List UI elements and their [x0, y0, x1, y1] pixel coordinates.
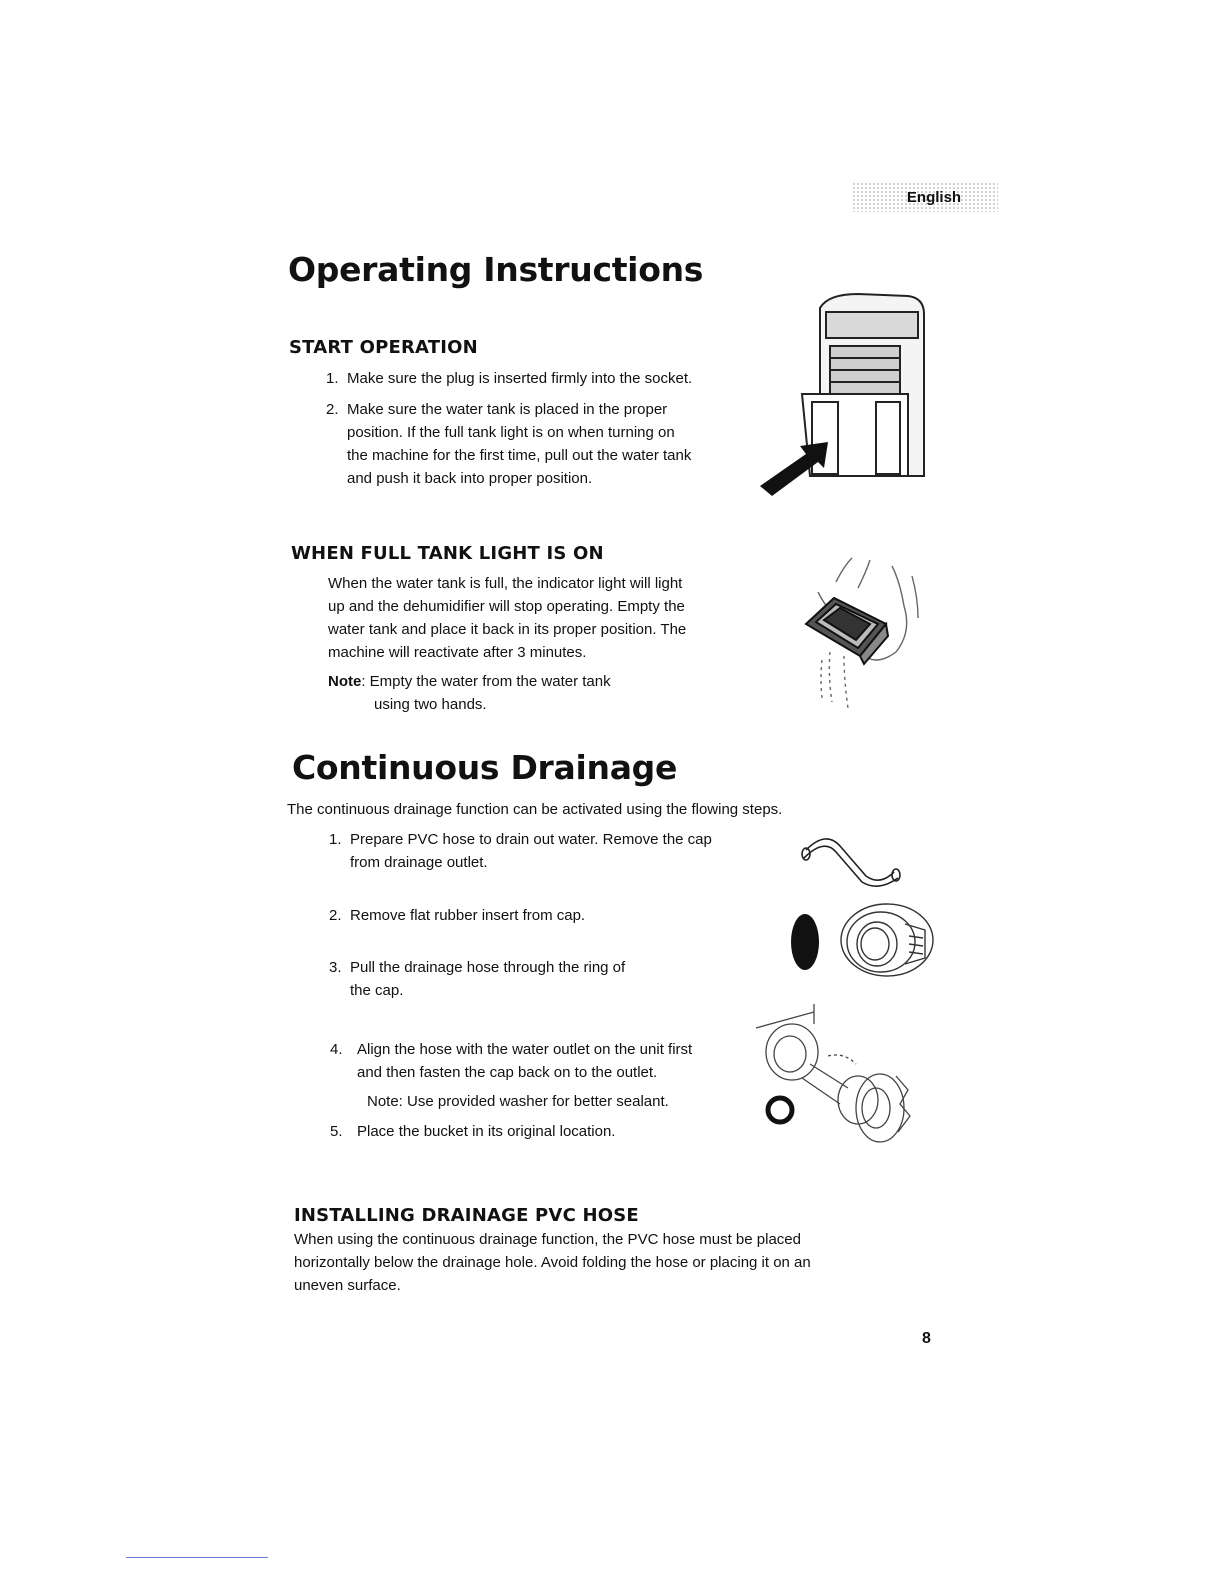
list-item [326, 398, 766, 490]
step-number: 3. [329, 959, 342, 976]
text-line: When using the continuous drainage function, the PVC hose must be placed [294, 1231, 801, 1248]
step-text-line: the machine for the first time, pull out the water tank [347, 447, 692, 464]
list-item [330, 1038, 780, 1084]
step-text: Make sure the plug is inserted firmly into the socket. [347, 370, 693, 387]
step-number: 2. [326, 401, 339, 418]
washer-note: Note: Use provided washer for better sealant. [367, 1093, 669, 1110]
list-item [326, 367, 766, 390]
dehumidifier-illustration [758, 290, 938, 500]
note-text: using two hands. [374, 696, 487, 713]
list-item [329, 904, 779, 927]
step-text-line: Pull the drainage hose through the ring of [350, 959, 626, 976]
step-number: 1. [326, 370, 339, 387]
text-line: water tank and place it back in its proper position. The [328, 621, 687, 638]
continuous-drainage-title: Continuous Drainage [292, 748, 678, 787]
full-tank-heading: WHEN FULL TANK LIGHT IS ON [291, 543, 604, 564]
page-title: Operating Instructions [288, 250, 704, 289]
step-text-line: and then fasten the cap back on to the outlet. [357, 1064, 658, 1081]
drainage-intro: The continuous drainage function can be activated using the flowing steps. [287, 801, 783, 818]
full-tank-description [328, 572, 768, 664]
step-text-line: the cap. [350, 982, 404, 999]
text-line: When the water tank is full, the indicator light will light [328, 575, 683, 592]
step-number: 1. [329, 831, 342, 848]
step-number: 4. [330, 1041, 343, 1058]
text-line: horizontally below the drainage hole. Avoid folding the hose or placing it on an [294, 1254, 811, 1271]
cap-and-insert-illustration [785, 900, 935, 980]
step-text-line: Place the bucket in its original location. [357, 1123, 616, 1140]
step-number: 2. [329, 907, 342, 924]
note-label: Note [328, 673, 362, 690]
step-text-line: position. If the full tank light is on when turning on [347, 424, 675, 441]
text-line: machine will reactivate after 3 minutes. [328, 644, 587, 661]
footer-rule [126, 1557, 268, 1558]
text-line: uneven surface. [294, 1277, 401, 1294]
full-tank-note [328, 670, 768, 716]
hands-tank-illustration [800, 552, 930, 712]
step-text-line: Align the hose with the water outlet on the unit first [357, 1041, 693, 1058]
list-item [330, 1120, 780, 1143]
list-item [329, 828, 779, 874]
step-text-line: Prepare PVC hose to drain out water. Remove the cap [350, 831, 712, 848]
step-number: 5. [330, 1123, 343, 1140]
note-text: : Empty the water from the water tank [361, 673, 611, 690]
step-text-line: from drainage outlet. [350, 854, 488, 871]
language-label: English [906, 188, 962, 206]
list-item [329, 956, 779, 1002]
text-line: up and the dehumidifier will stop operating. Empty the [328, 598, 685, 615]
page-number: 8 [922, 1330, 931, 1347]
language-tag [852, 182, 998, 212]
hose-assembly-illustration [748, 1004, 918, 1154]
hose-illustration [800, 830, 910, 890]
installing-hose-heading: INSTALLING DRAINAGE PVC HOSE [294, 1205, 639, 1226]
step-text-line: Make sure the water tank is placed in the proper [347, 401, 668, 418]
step-text-line: and push it back into proper position. [347, 470, 593, 487]
installing-hose-description [294, 1228, 934, 1297]
start-operation-heading: START OPERATION [289, 337, 478, 358]
step-text-line: Remove flat rubber insert from cap. [350, 907, 586, 924]
